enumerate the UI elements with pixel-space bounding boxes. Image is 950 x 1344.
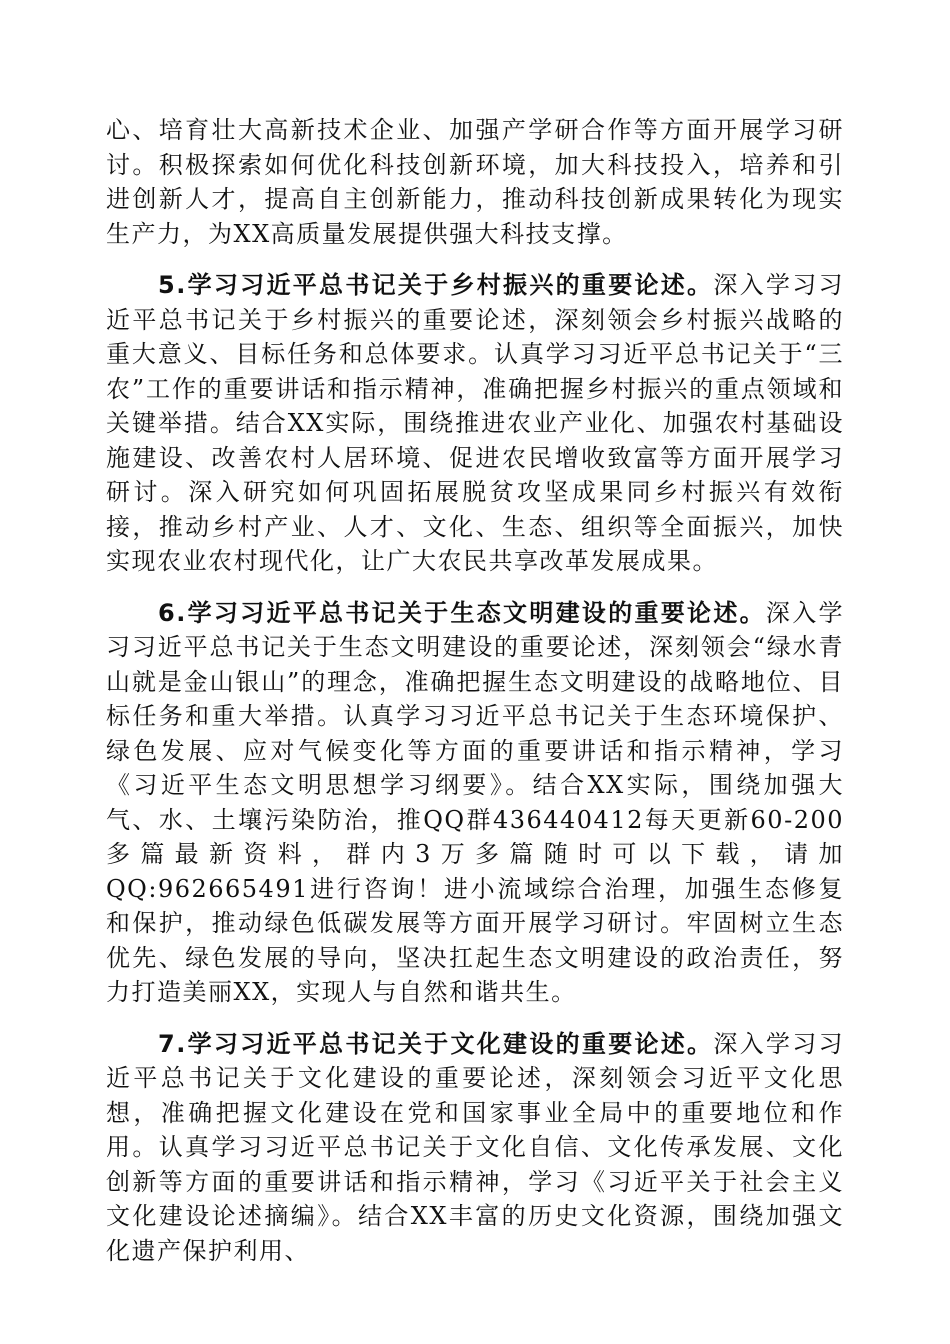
- document-body: [106, 113, 844, 1285]
- paragraph-body: 心、培育壮大高新技术企业、加强产学研合作等方面开展学习研讨。积极探索如何优化科技创新环境，加大科技投入，培养和引进创新人才，提高自主创新能力，推动科技创新成果转化为现实生产力，为XX高质量发展提供强大科技支撑。: [106, 116, 844, 248]
- paragraph-heading: 6.学习习近平总书记关于生态文明建设的重要论述。: [158, 598, 766, 627]
- paragraph-heading: 5.学习习近平总书记关于乡村振兴的重要论述。: [158, 271, 714, 299]
- paragraph-ecological-civilization: [106, 596, 844, 1010]
- paragraph-body: 深入学习习近平总书记关于文化建设的重要论述，深刻领会习近平文化思想，准确把握文化建设在党和国家事业全局中的重要地位和作用。认真学习习近平总书记关于文化自信、文化传承发展、文化创新等方面的重要讲话和指示精神，学习《习近平关于社会主义文化建设论述摘编》。结合XX丰富的历史文化资源，围绕加强文化遗产保护利用、: [106, 1029, 844, 1265]
- paragraph-body: 深入学习习近平总书记关于生态文明建设的重要论述，深刻领会“绿水青山就是金山银山”的理念，准确把握生态文明建设的战略地位、目标任务和重大举措。认真学习习近平总书记关于生态环境保护、绿色发展、应对气候变化等方面的重要讲话和指示精神，学习《习近平生态文明思想学习纲要》。结合XX实际，围绕加强大气、水、土壤污染防治，推QQ群436440412每天更新60-200多篇最新资料，群内3万多篇随时可以下载，请加QQ:962665491进行咨询！进小流域综合治理，加强生态修复和保护，推动绿色低碳发展等方面开展学习研讨。牢固树立生态优先、绿色发展的导向，坚决扛起生态文明建设的政治责任，努力打造美丽XX，实现人与自然和谐共生。: [106, 598, 844, 1006]
- paragraph-heading: 7.学习习近平总书记关于文化建设的重要论述。: [158, 1029, 714, 1058]
- paragraph-rural-revitalization: [106, 268, 844, 579]
- paragraph-body: 深入学习习近平总书记关于乡村振兴的重要论述，深刻领会乡村振兴战略的重大意义、目标任务和总体要求。认真学习习近平总书记关于“三农”工作的重要讲话和指示精神，准确把握乡村振兴的重点领域和关键举措。结合XX实际，围绕推进农业产业化、加强农村基础设施建设、改善农村人居环境、促进农民增收致富等方面开展学习研讨。深入研究如何巩固拓展脱贫攻坚成果同乡村振兴有效衔接，推动乡村产业、人才、文化、生态、组织等全面振兴，加快实现农业农村现代化，让广大农民共享改革发展成果。: [106, 271, 844, 575]
- paragraph-continuation: [106, 113, 844, 251]
- paragraph-cultural-construction: [106, 1027, 844, 1269]
